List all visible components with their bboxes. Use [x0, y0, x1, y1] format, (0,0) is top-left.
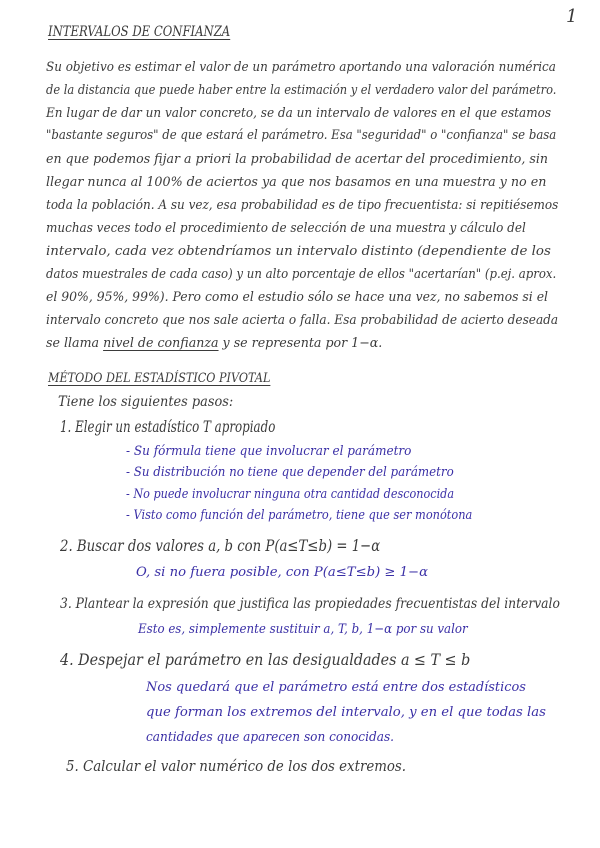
step-item: 4. Despejar el parámetro en las desigualdades a ≤ T ≤ b: [60, 650, 471, 669]
step-note: - Visto como función del parámetro, tiene que ser monótona: [126, 508, 473, 523]
intro-line: "bastante seguros" de que estará el parámetro. Esa "seguridad" o "confianza" se basa: [46, 128, 557, 143]
step-item: 1. Elegir un estadístico T apropiado: [60, 417, 276, 436]
intro-line: de la distancia que puede haber entre la estimación y el verdadero valor del parámetro.: [46, 83, 557, 98]
step-note: Nos quedará que el parámetro está entre dos estadísticos: [146, 680, 526, 695]
steps-intro: Tiene los siguientes pasos:: [58, 394, 234, 410]
step-note: O, si no fuera posible, con P(a≤T≤b) ≥ 1−α: [136, 565, 428, 580]
defined-term: nivel de confianza: [103, 336, 219, 351]
step-note: - No puede involucrar ninguna otra cantidad desconocida: [126, 487, 455, 502]
intro-line-definition: [46, 336, 382, 351]
step-note: cantidades que aparecen son conocidas.: [146, 730, 395, 745]
section-title: MÉTODO DEL ESTADÍSTICO PIVOTAL: [48, 371, 271, 386]
intro-line: datos muestrales de cada caso) y un alto porcentaje de ellos "acertarían" (p.ej. aprox.: [46, 267, 557, 282]
page-number: 1: [566, 6, 578, 27]
page-title: INTERVALOS DE CONFIANZA: [48, 24, 231, 40]
intro-line: intervalo, cada vez obtendríamos un intervalo distinto (dependiente de los: [46, 244, 551, 259]
definition-tail: y se representa por 1−α.: [218, 336, 383, 351]
step-item: 5. Calcular el valor numérico de los dos extremos.: [66, 757, 407, 775]
intro-line: intervalo concreto que nos sale acierta o falla. Esa probabilidad de acierto deseada: [46, 313, 559, 328]
intro-line: muchas veces todo el procedimiento de selección de una muestra y cálculo del: [46, 221, 526, 236]
intro-line: en que podemos fijar a priori la probabilidad de acertar del procedimiento, sin: [46, 152, 548, 167]
intro-line: llegar nunca al 100% de aciertos ya que nos basamos en una muestra y no en: [46, 175, 547, 190]
step-note: - Su fórmula tiene que involucrar el parámetro: [126, 444, 412, 459]
step-note: que forman los extremos del intervalo, y en el que todas las: [146, 705, 546, 720]
intro-line: Su objetivo es estimar el valor de un parámetro aportando una valoración numérica: [46, 60, 556, 75]
step-item: 3. Plantear la expresión que justifica las propiedades frecuentistas del intervalo: [60, 596, 560, 612]
intro-line: En lugar de dar un valor concreto, se da un intervalo de valores en el que estamos: [46, 106, 552, 121]
intro-line: toda la población. A su vez, esa probabilidad es de tipo frecuentista: si repitiésemos: [46, 198, 559, 213]
step-item: 2. Buscar dos valores a, b con P(a≤T≤b) = 1−α: [60, 536, 381, 555]
definition-lead: se llama: [46, 336, 104, 351]
step-note: Esto es, simplemente sustituir a, T, b, 1−α por su valor: [138, 622, 468, 637]
step-note: - Su distribución no tiene que depender del parámetro: [126, 465, 454, 480]
intro-line: el 90%, 95%, 99%). Pero como el estudio sólo se hace una vez, no sabemos si el: [46, 290, 548, 305]
